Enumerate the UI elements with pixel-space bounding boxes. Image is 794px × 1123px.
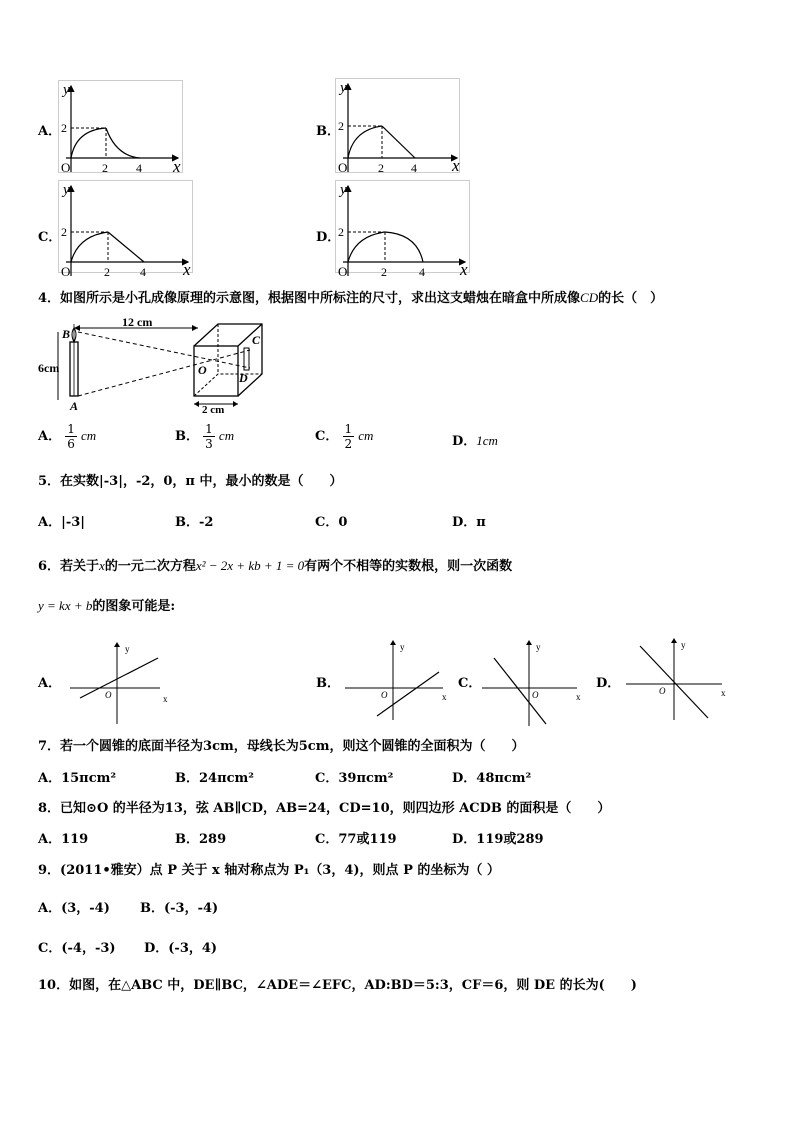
q9-option-a[interactable]: A．(3，-4) — [38, 901, 110, 916]
q6-option-b-label[interactable]: B． — [316, 676, 340, 691]
tick-2: 2 — [381, 265, 387, 279]
y-axis-label: y — [400, 642, 405, 652]
q7-option-c[interactable]: C．39πcm² — [315, 771, 394, 786]
x-axis-label: x — [576, 692, 581, 702]
dim-6cm: 6cm — [38, 361, 60, 375]
q4-tail: 的长（ ） — [598, 291, 664, 306]
q6-option-a-label[interactable]: A． — [38, 676, 62, 691]
q3-graph-a — [58, 80, 190, 178]
q4-stem — [38, 289, 663, 308]
q6-graph-b — [345, 638, 455, 723]
q4-option-d[interactable]: D．1cm — [452, 433, 498, 449]
q7-option-b[interactable]: B．24πcm² — [175, 771, 254, 786]
tick-4: 4 — [140, 265, 146, 279]
x-axis-label: x — [460, 260, 468, 279]
origin-label: O — [61, 264, 71, 279]
q3-graph-c — [58, 180, 198, 280]
q7-stem: 7．若一个圆锥的底面半径为3cm，母线长为5cm，则这个圆锥的全面积为（ ） — [38, 739, 525, 754]
q9-option-d[interactable]: D．(-3，4) — [144, 941, 218, 956]
value-2: 2 — [61, 225, 67, 239]
x-axis-label: x — [173, 157, 181, 176]
q8-option-c[interactable]: C．77或119 — [315, 832, 397, 847]
label-a: A — [70, 399, 79, 413]
y-axis-label: y — [340, 182, 347, 198]
q5-option-d[interactable]: D．π — [452, 515, 486, 530]
y-axis-label: y — [63, 182, 70, 198]
q8-option-b[interactable]: B．289 — [175, 832, 227, 847]
label-d: D — [239, 371, 248, 385]
q5-stem: 5．在实数|-3|，-2，0，π 中，最小的数是（ ） — [38, 474, 343, 489]
y-axis-label: y — [125, 644, 130, 654]
q4-option-c[interactable]: C． $\frac{1}{2}$ cm — [315, 422, 374, 451]
q4-option-b[interactable]: B． $\frac{1}{3}$ cm — [175, 422, 235, 451]
q6-option-c-label[interactable]: C． — [458, 676, 482, 691]
y-axis-label: y — [63, 82, 70, 98]
origin-label: O — [532, 690, 539, 700]
q3-option-c-label[interactable]: C． — [38, 230, 62, 245]
value-2: 2 — [338, 225, 344, 239]
label-o: O — [198, 363, 207, 377]
q6-graph-d — [626, 636, 736, 721]
q3-graph-d — [335, 180, 475, 280]
origin-label: O — [105, 690, 112, 700]
q7-option-a[interactable]: A．15πcm² — [38, 771, 117, 786]
q4-text: 4．如图所示是小孔成像原理的示意图，根据图中所标注的尺寸，求出这支蜡烛在暗盒中所成像 — [38, 291, 581, 306]
q6-graph-c — [482, 638, 592, 728]
tick-4: 4 — [136, 161, 142, 175]
dim-2cm: 2 cm — [202, 404, 225, 414]
tick-4: 4 — [411, 161, 417, 175]
dim-12cm: 12 cm — [122, 315, 153, 329]
q8-option-a[interactable]: A．119 — [38, 832, 89, 847]
origin-label: O — [381, 690, 388, 700]
x-axis-label: x — [721, 688, 726, 698]
y-axis-label: y — [536, 642, 541, 652]
q8-option-d[interactable]: D．119或289 — [452, 832, 544, 847]
q9-stem: 9．(2011•雅安）点 P 关于 x 轴对称点为 P₁（3，4)，则点 P 的坐标为（ ） — [38, 863, 500, 878]
q9-option-b[interactable]: B．(-3，-4) — [140, 901, 219, 916]
label-b: B — [62, 327, 71, 341]
tick-2: 2 — [102, 161, 108, 175]
tick-2: 2 — [104, 265, 110, 279]
q3-option-d-label[interactable]: D． — [316, 230, 341, 245]
q10-stem: 10．如图，在△ABC 中，DE∥BC，∠ADE＝∠EFC，AD:BD＝5:3，CF＝6，则 DE 的长为( ) — [38, 978, 637, 993]
q9-option-c[interactable]: C．(-4，-3) — [38, 941, 116, 956]
q6-stem-line2: y = kx + b的图象可能是: — [38, 598, 176, 614]
origin-label: O — [338, 160, 348, 175]
label-c: C — [252, 333, 261, 347]
value-2: 2 — [338, 119, 344, 133]
origin-label: O — [338, 264, 348, 279]
q4-pinhole-figure — [38, 314, 278, 414]
value-2: 2 — [61, 121, 67, 135]
q3-option-a-label[interactable]: A． — [38, 124, 62, 139]
x-axis-label: x — [442, 692, 447, 702]
q4-option-a[interactable]: A． $\frac{1}{6}$ cm — [38, 422, 97, 451]
x-axis-label: x — [183, 260, 191, 279]
q4-variable: CD — [580, 290, 599, 305]
x-axis-label: x — [163, 694, 168, 704]
tick-2: 2 — [378, 161, 384, 175]
y-axis-label: y — [340, 80, 347, 96]
q6-graph-a — [70, 640, 180, 725]
origin-label: O — [61, 160, 71, 175]
q6-stem: 6．若关于x的一元二次方程x² − 2x + kb + 1 = 0有两个不相等的实数根，则一次函数 — [38, 558, 513, 574]
q7-option-d[interactable]: D．48πcm² — [452, 771, 532, 786]
y-axis-label: y — [681, 640, 686, 650]
tick-4: 4 — [419, 265, 425, 279]
q8-stem: 8．已知⊙O 的半径为13，弦 AB∥CD，AB=24，CD=10，则四边形 ACDB 的面积是（ ） — [38, 801, 611, 816]
q3-option-b-label[interactable]: B． — [316, 124, 340, 139]
q5-option-a[interactable]: A．|-3| — [38, 515, 85, 530]
x-axis-label: x — [452, 156, 460, 175]
q5-option-b[interactable]: B．-2 — [175, 515, 214, 530]
q5-option-c[interactable]: C．0 — [315, 515, 348, 530]
origin-label: O — [659, 686, 666, 696]
q6-option-d-label[interactable]: D． — [596, 676, 621, 691]
q3-graph-b — [335, 78, 467, 176]
